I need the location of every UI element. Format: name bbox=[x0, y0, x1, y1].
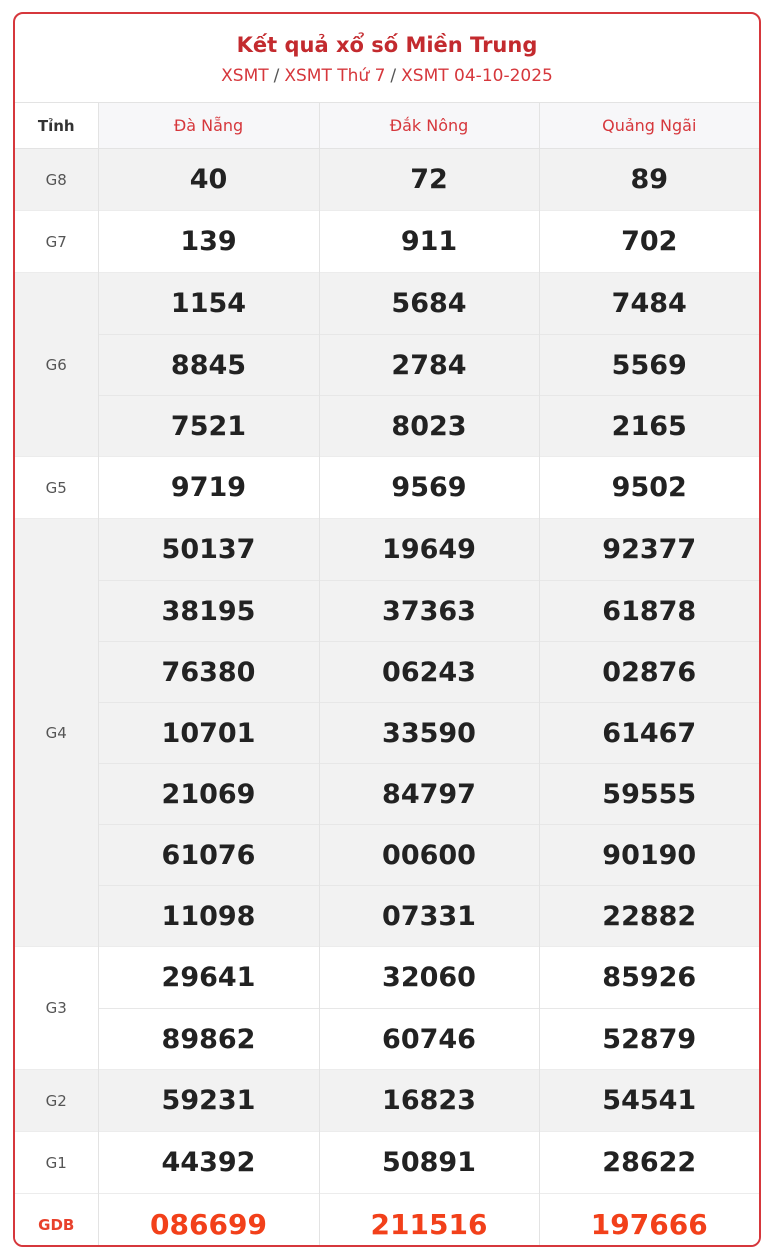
result-number: 60746 bbox=[320, 1008, 539, 1069]
result-number: 9502 bbox=[611, 472, 687, 503]
table-row bbox=[15, 947, 759, 1070]
result-cell bbox=[98, 1194, 319, 1248]
prize-label: G3 bbox=[15, 947, 98, 1070]
result-number: 40 bbox=[189, 164, 228, 195]
breadcrumb-xsmt-date[interactable]: XSMT 04-10-2025 bbox=[401, 66, 553, 86]
table-row bbox=[15, 149, 759, 211]
result-number: 85926 bbox=[602, 962, 697, 993]
result-number: 38195 bbox=[99, 580, 319, 641]
result-number: 84797 bbox=[320, 763, 539, 824]
result-cell bbox=[539, 1132, 759, 1194]
table-row bbox=[15, 1194, 759, 1248]
column-header-province: Tỉnh bbox=[15, 103, 98, 149]
column-header-dak-nong[interactable]: Đắk Nông bbox=[319, 103, 539, 149]
result-number: 59555 bbox=[540, 763, 760, 824]
results-table bbox=[15, 102, 759, 1247]
result-number: 2784 bbox=[320, 334, 539, 395]
result-number: 89 bbox=[630, 164, 669, 195]
result-number: 54541 bbox=[602, 1085, 697, 1116]
result-number: 61076 bbox=[99, 824, 319, 885]
result-number: 8023 bbox=[320, 395, 539, 456]
result-number: 52879 bbox=[540, 1008, 760, 1069]
result-number: 59231 bbox=[161, 1085, 256, 1116]
column-header-quang-ngai[interactable]: Quảng Ngãi bbox=[539, 103, 759, 149]
prize-label: G5 bbox=[15, 457, 98, 519]
results-body bbox=[15, 149, 759, 1248]
result-number: 16823 bbox=[382, 1085, 476, 1116]
breadcrumb-xsmt-thu-7[interactable]: XSMT Thứ 7 bbox=[284, 66, 386, 86]
result-number: 32060 bbox=[382, 962, 476, 993]
result-cell bbox=[539, 211, 759, 273]
result-cell bbox=[98, 273, 319, 457]
result-number: 8845 bbox=[99, 334, 319, 395]
result-cell bbox=[319, 519, 539, 947]
result-cell bbox=[319, 1132, 539, 1194]
result-number: 50891 bbox=[382, 1147, 476, 1178]
prize-label: GDB bbox=[15, 1194, 98, 1248]
prize-label: G2 bbox=[15, 1070, 98, 1132]
result-number: 211516 bbox=[370, 1208, 488, 1241]
result-number: 89862 bbox=[99, 1008, 319, 1069]
result-number: 5684 bbox=[391, 288, 467, 319]
result-number: 11098 bbox=[99, 885, 319, 946]
table-row bbox=[15, 457, 759, 519]
result-number: 37363 bbox=[320, 580, 539, 641]
result-number: 5569 bbox=[540, 334, 760, 395]
prize-label: G1 bbox=[15, 1132, 98, 1194]
breadcrumb-separator: / bbox=[390, 66, 397, 86]
prize-label: G8 bbox=[15, 149, 98, 211]
result-cell bbox=[98, 1070, 319, 1132]
result-number: 28622 bbox=[602, 1147, 697, 1178]
prize-label: G4 bbox=[15, 519, 98, 947]
result-number: 76380 bbox=[99, 641, 319, 702]
result-number: 21069 bbox=[99, 763, 319, 824]
result-number: 44392 bbox=[161, 1147, 256, 1178]
table-row bbox=[15, 519, 759, 947]
result-cell bbox=[319, 211, 539, 273]
result-cell bbox=[319, 1070, 539, 1132]
result-number: 139 bbox=[180, 226, 237, 257]
result-number: 06243 bbox=[320, 641, 539, 702]
result-number: 7521 bbox=[99, 395, 319, 456]
breadcrumb bbox=[15, 65, 759, 87]
result-number: 33590 bbox=[320, 702, 539, 763]
result-number: 9569 bbox=[391, 472, 467, 503]
result-number: 61467 bbox=[540, 702, 760, 763]
result-number: 7484 bbox=[611, 288, 687, 319]
result-cell bbox=[539, 519, 759, 947]
table-row bbox=[15, 1070, 759, 1132]
result-cell bbox=[98, 1132, 319, 1194]
result-number: 911 bbox=[400, 226, 458, 257]
result-number: 22882 bbox=[540, 885, 760, 946]
result-number: 00600 bbox=[320, 824, 539, 885]
result-cell bbox=[539, 1194, 759, 1248]
result-number: 29641 bbox=[161, 962, 256, 993]
result-cell bbox=[539, 1070, 759, 1132]
result-cell bbox=[319, 273, 539, 457]
result-number: 61878 bbox=[540, 580, 760, 641]
result-number: 72 bbox=[410, 164, 448, 195]
table-row bbox=[15, 1132, 759, 1194]
result-cell bbox=[98, 457, 319, 519]
result-cell bbox=[539, 947, 759, 1070]
result-cell bbox=[319, 947, 539, 1070]
result-cell bbox=[539, 457, 759, 519]
result-cell bbox=[319, 149, 539, 211]
table-row bbox=[15, 273, 759, 457]
result-number: 19649 bbox=[382, 534, 476, 565]
column-header-da-nang[interactable]: Đà Nẵng bbox=[98, 103, 319, 149]
result-number: 197666 bbox=[590, 1208, 708, 1241]
result-cell bbox=[98, 211, 319, 273]
result-number: 1154 bbox=[170, 288, 247, 319]
result-cell bbox=[98, 947, 319, 1070]
results-header bbox=[15, 14, 759, 102]
result-cell bbox=[319, 1194, 539, 1248]
page-title: Kết quả xổ số Miền Trung bbox=[236, 33, 538, 57]
result-number: 50137 bbox=[161, 534, 256, 565]
result-cell bbox=[98, 519, 319, 947]
breadcrumb-separator: / bbox=[273, 66, 280, 86]
result-number: 702 bbox=[621, 226, 678, 257]
breadcrumb-xsmt[interactable]: XSMT bbox=[221, 66, 269, 86]
table-row bbox=[15, 211, 759, 273]
result-number: 02876 bbox=[540, 641, 760, 702]
result-cell bbox=[539, 149, 759, 211]
prize-label: G6 bbox=[15, 273, 98, 457]
result-number: 9719 bbox=[170, 472, 247, 503]
result-cell bbox=[319, 457, 539, 519]
result-number: 2165 bbox=[540, 395, 760, 456]
result-number: 086699 bbox=[150, 1208, 267, 1241]
table-header-row bbox=[15, 103, 759, 149]
result-number: 92377 bbox=[602, 534, 697, 565]
result-number: 90190 bbox=[540, 824, 760, 885]
prize-label: G7 bbox=[15, 211, 98, 273]
results-card bbox=[13, 12, 761, 1247]
result-cell bbox=[98, 149, 319, 211]
result-number: 10701 bbox=[99, 702, 319, 763]
result-cell bbox=[539, 273, 759, 457]
result-number: 07331 bbox=[320, 885, 539, 946]
